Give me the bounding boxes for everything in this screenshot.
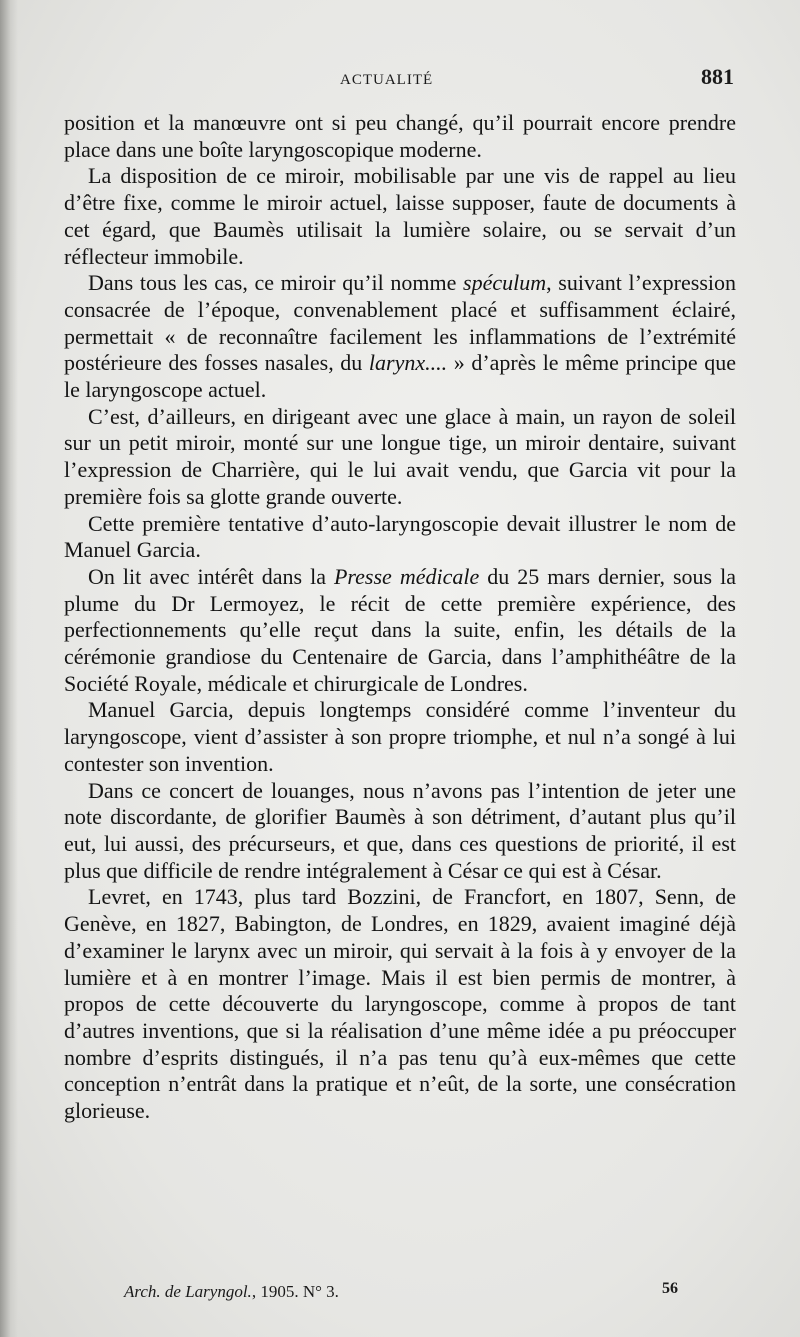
- journal-name: Arch. de Laryngol.: [124, 1282, 252, 1301]
- paragraph: Dans ce concert de louanges, nous n’avons pas l’intention de jeter une note discordante, de glorifier Baumès à son détriment, d’autant plus qu’il eut, lui aussi, des précurseurs, et que, dans ces questions de priorité, il est plus que difficile de rendre intégralement à César ce qui est à César.: [64, 777, 736, 883]
- paragraph-text: , suivant l’expression consacrée de l’époque, convenablement placé et suffisamment éclairé, permettait « de reconnaître facilement les inflammations de l’extrémité postérieure des fosses nasales, du: [64, 270, 736, 376]
- italic-journal-title: Presse médicale: [333, 563, 480, 589]
- paragraph: C’est, d’ailleurs, en dirigeant avec une glace à main, un rayon de soleil sur un petit miroir, monté sur une longue tige, un miroir dentaire, suivant l’expression de Charrière, qui le lui avait vendu, que Garcia vit pour la première fois sa glotte grande ouverte.: [64, 403, 736, 509]
- page-footer: [60, 1278, 740, 1308]
- paragraph: [64, 270, 736, 404]
- paragraph: Levret, en 1743, plus tard Bozzini, de Francfort, en 1807, Senn, de Genève, en 1827, Babington, de Londres, en 1829, avaient imaginé déjà d’examiner le larynx avec un miroir, qui servait à la fois à y envoyer de la lumière et à en montrer l’image. Mais il est bien permis de montrer, à propos de cette découverte du laryngoscope, comme à propos de tant d’autres inventions, que si la réalisation d’une même idée a pu préoccuper nombre d’esprits distingués, il n’a pas tenu qu’à eux-mêmes que cette conception n’entrât dans la pratique et n’eût, de la sorte, une consécration glorieuse.: [64, 884, 736, 1124]
- signature-mark: 56: [662, 1280, 678, 1297]
- paragraph: Cette première tentative d’auto-laryngoscopie devait illustrer le nom de Manuel Garcia.: [64, 510, 736, 563]
- paragraph: Manuel Garcia, depuis longtemps considéré comme l’inventeur du laryngoscope, vient d’assister à son propre triomphe, et nul n’a songé à lui contester son invention.: [64, 697, 736, 776]
- binding-shadow: [0, 0, 18, 1337]
- year-issue: , 1905. N° 3.: [251, 1282, 339, 1301]
- running-title: ACTUALITÉ: [340, 72, 434, 88]
- footer-citation: [124, 1282, 339, 1302]
- paragraph-text: Dans tous les cas, ce miroir qu’il nomme: [88, 270, 464, 296]
- italic-term: larynx....: [368, 350, 448, 376]
- paragraph-text: On lit avec intérêt dans la: [88, 563, 334, 589]
- paragraph: La disposition de ce miroir, mobilisable par une vis de rappel au lieu d’être fixe, comme le miroir actuel, laisse supposer, faute de documents à cet égard, que Baumès utilisait la lumière solaire, ou se servait d’un réflecteur immobile.: [64, 163, 736, 269]
- page-header: [60, 62, 740, 98]
- paragraph-text: du 25 mars dernier, sous la plume du Dr Lermoyez, le récit de cette première expérience, des perfectionnements qu’elle reçut dans la suite, enfin, les détails de la cérémonie grandiose du Centenaire de Garcia, dans l’amphithéâtre de la Société Royale, médicale et chirurgicale de Londres.: [64, 563, 736, 696]
- paragraph-text: » d’après le même principe que le laryngoscope actuel.: [64, 350, 736, 403]
- page-number: 881: [701, 64, 734, 89]
- body-text: [64, 110, 736, 1125]
- paragraph: [64, 564, 736, 698]
- italic-term: spéculum: [463, 270, 547, 296]
- paragraph: position et la manœuvre ont si peu changé, qu’il pourrait encore prendre place dans une boîte laryngoscopique moderne.: [64, 110, 736, 162]
